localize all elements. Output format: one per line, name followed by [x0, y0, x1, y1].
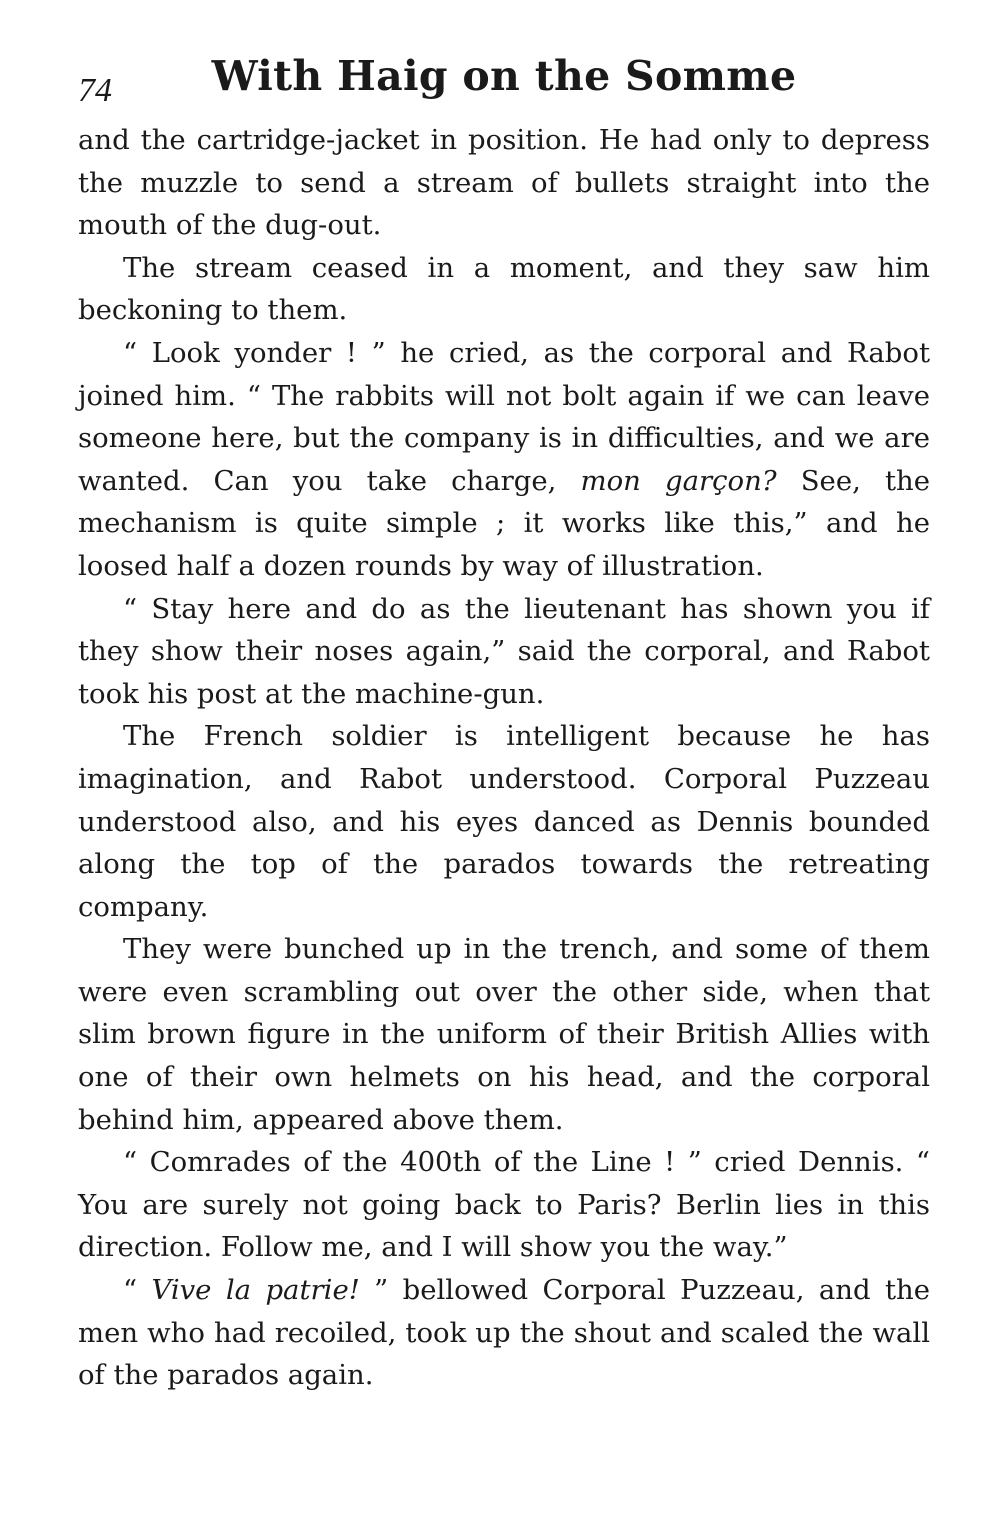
text-run: “ Look yonder ! ” he cried, as the corporal and Rabot joined him. “ The rabbits will not bolt again if we can leave someone here, but the company is in difficulties, and we are wanted. Can you take charge, — [78, 336, 930, 497]
text-run: See, the mechanism is quite simple ; it works like this,” and he loosed half a dozen rounds by way of illustration. — [78, 464, 930, 582]
body-text — [78, 119, 930, 1397]
running-title: With Haig on the Somme — [211, 52, 797, 100]
paragraph: “ Comrades of the 400th of the Line ! ” cried Dennis. “ You are surely not going back to Paris? Berlin lies in this direction. Follow me, and I will show you the way.” — [78, 1146, 930, 1264]
paragraph: The stream ceased in a moment, and they saw him beckoning to them. — [78, 251, 930, 327]
paragraph: “ Stay here and do as the lieutenant has shown you if they show their noses again,” said the corporal, and Rabot took his post at the machine-gun. — [78, 592, 930, 710]
paragraph — [78, 1269, 930, 1397]
paragraph: They were bunched up in the trench, and some of them were even scrambling out over the other side, when that slim brown figure in the uniform of their British Allies with one of their own helmets on his head, and the corporal behind him, appeared above them. — [78, 933, 930, 1136]
paragraph: The French soldier is intelligent because he has imagination, and Rabot understood. Corporal Puzzeau understood also, and his eyes danced as Dennis bounded along the top of the parados towards the retreating company. — [78, 720, 930, 923]
page-header — [78, 52, 930, 112]
text-run: “ — [123, 1274, 152, 1307]
text-run: ” bellowed Corporal Puzzeau, and the men who had recoiled, took up the shout and scaled the wall of the parados again. — [78, 1274, 930, 1392]
paragraph-continuation: and the cartridge-jacket in position. He had only to depress the muzzle to send a stream of bullets straight into the mouth of the dug-out. — [78, 124, 930, 242]
italic-text: Vive la patrie! — [151, 1274, 360, 1307]
page-number: 74 — [78, 72, 112, 109]
italic-text: mon garçon? — [580, 464, 777, 497]
paragraph — [78, 332, 930, 588]
